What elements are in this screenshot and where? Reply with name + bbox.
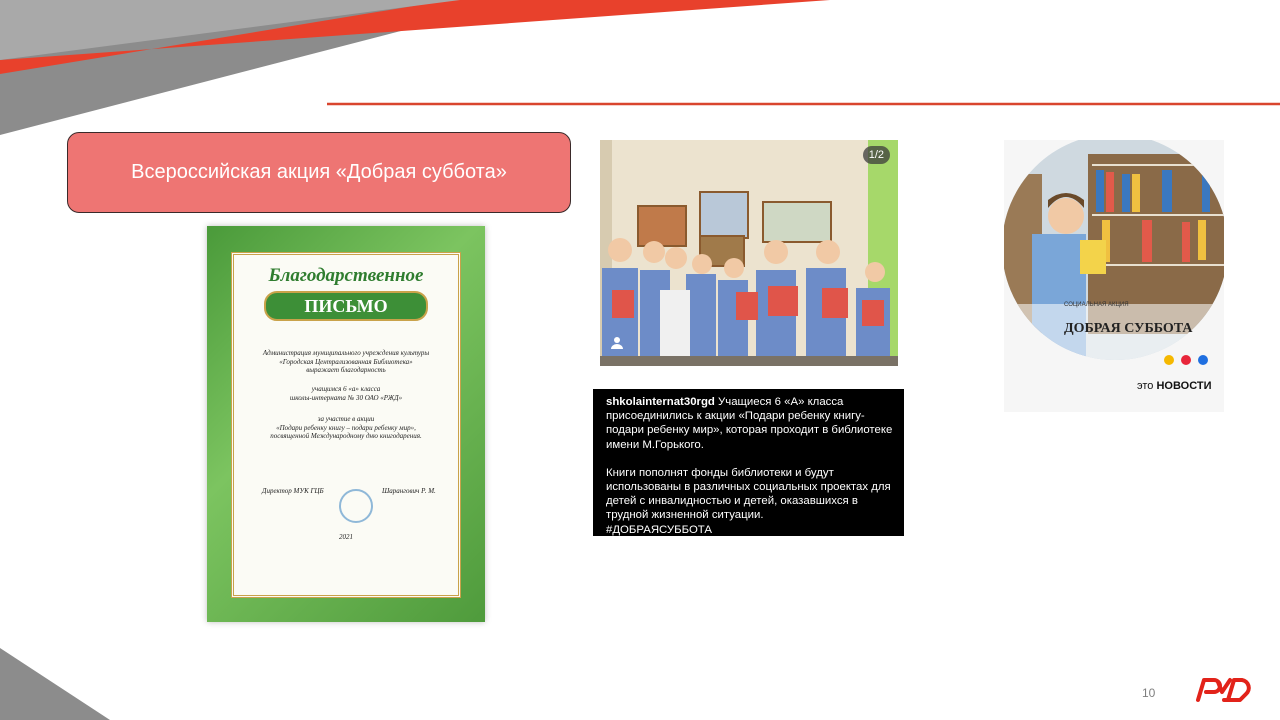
certificate-signature-right: Шарангович Р. М. — [382, 487, 436, 495]
certificate-signature-left: Директор МУК ГЦБ — [262, 487, 324, 495]
certificate-year: 2021 — [339, 533, 353, 541]
certificate-heading: Благодарственное — [268, 265, 424, 286]
post-username[interactable]: shkolainternat30rgd — [606, 396, 715, 408]
bottom-decoration — [0, 640, 110, 720]
top-decoration — [0, 0, 1280, 140]
news-small-label: СОЦИАЛЬНАЯ АКЦИЯ — [1064, 302, 1129, 308]
user-icon — [610, 336, 624, 350]
students-photo — [600, 140, 898, 366]
dot-yellow — [1164, 355, 1174, 365]
news-footer: это НОВОСТИ — [1137, 380, 1212, 392]
post-hashtag[interactable]: #ДОБРАЯСУББОТА — [606, 523, 712, 536]
stamp-seal — [339, 489, 373, 523]
slide-title: Всероссийская акция «Добрая суббота» — [67, 132, 571, 213]
post-text-2: Книги пополнят фонды библиотеки и будут использованы в различных социальных проектах для детей с инвалидностью и детей, оказавшихся в трудной жизненной ситуации. — [606, 466, 891, 522]
certificate-image — [207, 226, 485, 622]
news-dots — [1164, 355, 1224, 365]
students-illustration — [600, 140, 898, 366]
news-title: ДОБРАЯ СУББОТА — [1064, 321, 1193, 336]
certificate-subheading: ПИСЬМО — [264, 291, 428, 321]
news-card — [1004, 140, 1224, 412]
certificate-reason: за участие в акции «Подари ребенку книгу – подари ребенку мир», посвященной Международному дню книгодарения. — [270, 415, 422, 440]
certificate-org: Администрация муниципального учреждения культуры «Городская Централизованная Библиотека» выражает благодарность — [262, 349, 430, 374]
page-number: 10 — [1142, 686, 1156, 700]
post-caption — [593, 389, 904, 536]
certificate-frame — [231, 252, 461, 598]
photo-counter-badge: 1/2 — [863, 146, 890, 164]
certificate-recipient: учащимся 6 «а» класса школы-интерната № 30 ОАО «РЖД» — [289, 385, 403, 402]
dot-blue — [1198, 355, 1208, 365]
post-text-1: Учащиеся 6 «А» класса присоединились к акции «Подари ребенку книгу-подари ребенку мир», которая проходит в библиотеке имени М.Горького. — [606, 396, 893, 451]
rzd-logo — [1194, 674, 1256, 704]
dot-red — [1181, 355, 1191, 365]
